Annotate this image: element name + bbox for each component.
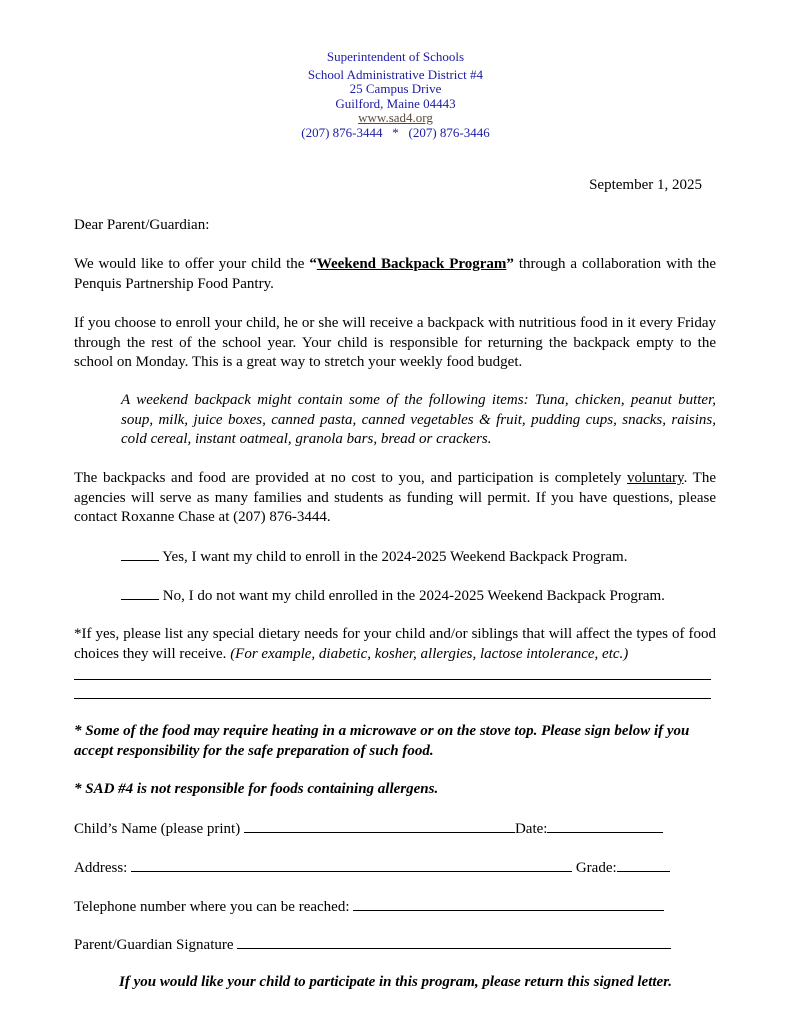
salutation: Dear Parent/Guardian:	[74, 217, 210, 233]
phone-field[interactable]	[353, 897, 664, 911]
letterhead-city: Guilford, Maine 04443	[335, 95, 456, 111]
items-paragraph: A weekend backpack might contain some of the following items: Tuna, chicken, peanut butter, soup, milk, juice boxes, canned pasta, canned vegetables & fruit, pudding cups, snacks, raisins, cold cereal, instant oatmeal, granola bars, bread or crackers.	[121, 392, 716, 447]
date-label: Date:	[514, 821, 548, 837]
address-row	[74, 858, 670, 877]
phone-1: (207) 876-3444	[301, 124, 383, 140]
signature-label: Parent/Guardian Signature	[74, 937, 238, 953]
option-no[interactable]	[121, 586, 665, 605]
date-field[interactable]	[547, 819, 663, 833]
phone-separator: *	[392, 124, 399, 140]
dietary-prompt: *If yes, please list any special dietary needs for your child and/or siblings that will affect the types of food choices they will receive. (For example, diabetic, kosher, allergies, lactose intolerance, etc.)	[74, 626, 716, 662]
voluntary-text: voluntary	[627, 470, 684, 486]
dietary-line-1[interactable]	[74, 679, 711, 680]
letterhead-phones	[0, 126, 791, 141]
heating-notice: * Some of the food may require heating in a microwave or on the stove top. Please sign below if you accept responsibility for the safe preparation of such food.	[74, 723, 690, 759]
phone-row	[74, 897, 664, 916]
phone-label: Telephone number where you can be reached:	[74, 899, 354, 915]
child-name-label: Child’s Name (please print)	[74, 821, 244, 837]
letterhead	[0, 50, 791, 140]
grade-label: Grade:	[575, 860, 617, 876]
dietary-line-2[interactable]	[74, 698, 711, 699]
allergen-notice: * SAD #4 is not responsible for foods containing allergens.	[74, 781, 439, 797]
yes-blank[interactable]	[121, 547, 159, 561]
letterhead-title: Superintendent of Schools	[326, 49, 465, 64]
phone-2: (207) 876-3446	[408, 124, 490, 140]
option-no-label: No, I do not want my child enrolled in the 2024-2025 Weekend Backpack Program.	[162, 588, 665, 604]
grade-field[interactable]	[617, 858, 670, 872]
closing-note: If you would like your child to participate in this program, please return this signed letter.	[119, 974, 672, 990]
program-name: Weekend Backpack Program	[316, 256, 507, 272]
letter-date: September 1, 2025	[589, 177, 702, 193]
signature-field[interactable]	[237, 935, 671, 949]
no-blank[interactable]	[121, 586, 159, 600]
option-yes[interactable]	[121, 547, 627, 566]
cost-paragraph: The backpacks and food are provided at no cost to you, and participation is completely voluntary. The agencies will serve as many families and students as funding will permit. If you have questions, please contact Roxanne Chase at (207) 876-3444.	[74, 470, 716, 525]
enrollment-paragraph: If you choose to enroll your child, he or she will receive a backpack with nutritious food in it every Friday through the rest of the school year. Your child is responsible for returning the backpack empty to the school on Monday. This is a great way to stretch your weekly food budget.	[74, 315, 716, 370]
intro-paragraph: We would like to offer your child the “Weekend Backpack Program” through a collaboration with the Penquis Partnership Food Pantry.	[74, 256, 716, 292]
address-field[interactable]	[131, 858, 572, 872]
option-yes-label: Yes, I want my child to enroll in the 2024-2025 Weekend Backpack Program.	[162, 549, 628, 565]
letterhead-street: 25 Campus Drive	[349, 81, 442, 96]
signature-row	[74, 935, 671, 954]
website-link[interactable]: www.sad4.org	[358, 110, 433, 125]
child-name-row	[74, 819, 663, 838]
address-label: Address:	[74, 860, 132, 876]
dietary-example: (For example, diabetic, kosher, allergies, lactose intolerance, etc.)	[230, 645, 629, 662]
child-name-field[interactable]	[244, 819, 515, 833]
letterhead-district: School Administrative District #4	[307, 66, 484, 82]
